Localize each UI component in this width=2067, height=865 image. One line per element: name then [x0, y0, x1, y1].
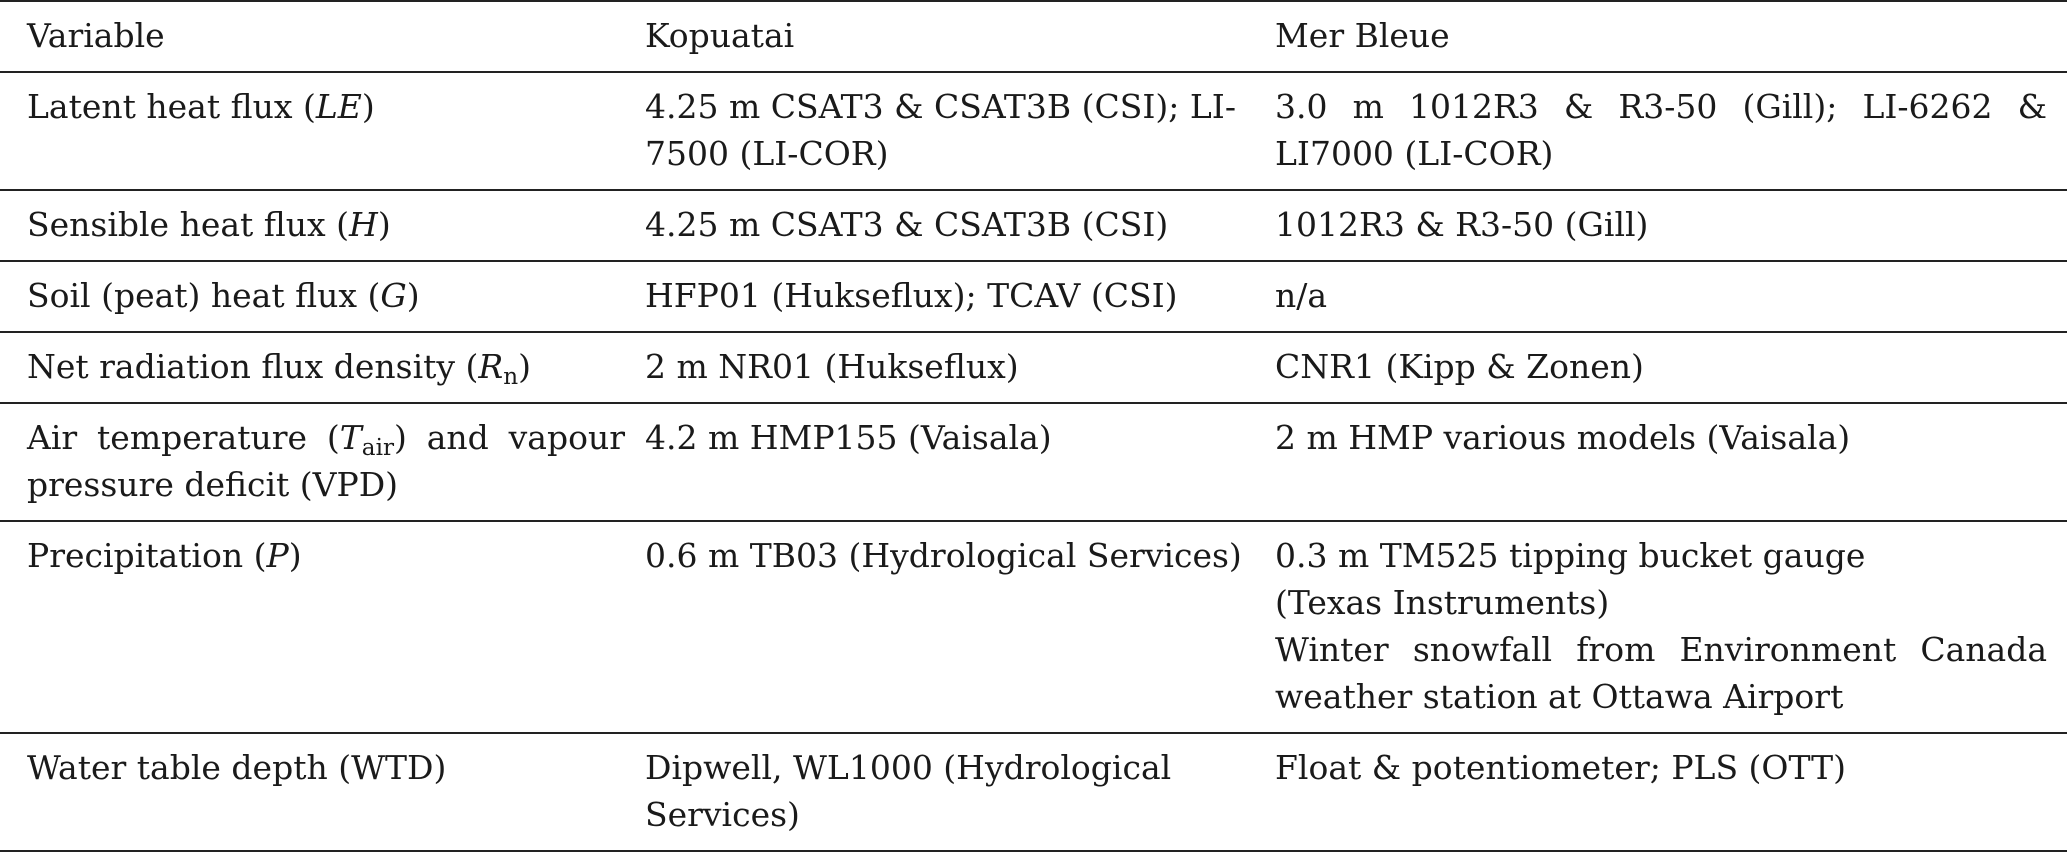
mer-bleue-line: Winter snowfall from Environment Canada weather station at Ottawa Airport [1275, 630, 2047, 716]
variable-cell: Latent heat flux (LE) [0, 72, 645, 190]
mer-bleue-cell: 1012R3 & R3-50 (Gill) [1275, 190, 2067, 261]
mer-bleue-line: 0.3 m TM525 tipping bucket gauge [1275, 536, 1866, 575]
table-row [0, 190, 2067, 261]
mer-bleue-cell [1275, 521, 2067, 733]
kopuatai-cell: 4.25 m CSAT3 & CSAT3B (CSI) [645, 190, 1275, 261]
table-row [0, 521, 2067, 733]
kopuatai-cell: 4.25 m CSAT3 & CSAT3B (CSI); LI-7500 (LI-COR) [645, 72, 1275, 190]
mer-bleue-line: (Texas Instruments) [1275, 583, 1610, 622]
table-row [0, 261, 2067, 332]
table-row [0, 733, 2067, 851]
header-kopuatai: Kopuatai [645, 1, 1275, 72]
header-mer-bleue: Mer Bleue [1275, 1, 2067, 72]
table-row [0, 332, 2067, 403]
table-row [0, 403, 2067, 521]
kopuatai-cell: Dipwell, WL1000 (Hydrological Services) [645, 733, 1275, 851]
variable-cell: Air temperature $(T_{air})$ and vapour pressure deficit (VPD) [0, 403, 645, 521]
variable-cell: Precipitation (P) [0, 521, 645, 733]
mer-bleue-cell: Float & potentiometer; PLS (OTT) [1275, 733, 2067, 851]
variable-cell: Soil (peat) heat flux (G) [0, 261, 645, 332]
header-variable: Variable [0, 1, 645, 72]
mer-bleue-cell: 2 m HMP various models (Vaisala) [1275, 403, 2067, 521]
kopuatai-cell: HFP01 (Hukseflux); TCAV (CSI) [645, 261, 1275, 332]
kopuatai-cell: 4.2 m HMP155 (Vaisala) [645, 403, 1275, 521]
mer-bleue-cell: CNR1 (Kipp & Zonen) [1275, 332, 2067, 403]
mer-bleue-cell: n/a [1275, 261, 2067, 332]
table-header-row [0, 1, 2067, 72]
variable-cell: Sensible heat flux (H) [0, 190, 645, 261]
variable-cell: Net radiation flux density $(R_n)$ [0, 332, 645, 403]
kopuatai-cell: 2 m NR01 (Hukseflux) [645, 332, 1275, 403]
kopuatai-cell: 0.6 m TB03 (Hydrological Services) [645, 521, 1275, 733]
mer-bleue-cell: 3.0 m 1012R3 & R3-50 (Gill); LI-6262 & LI7000 (LI-COR) [1275, 72, 2067, 190]
variable-cell: Water table depth (WTD) [0, 733, 645, 851]
table-row [0, 72, 2067, 190]
